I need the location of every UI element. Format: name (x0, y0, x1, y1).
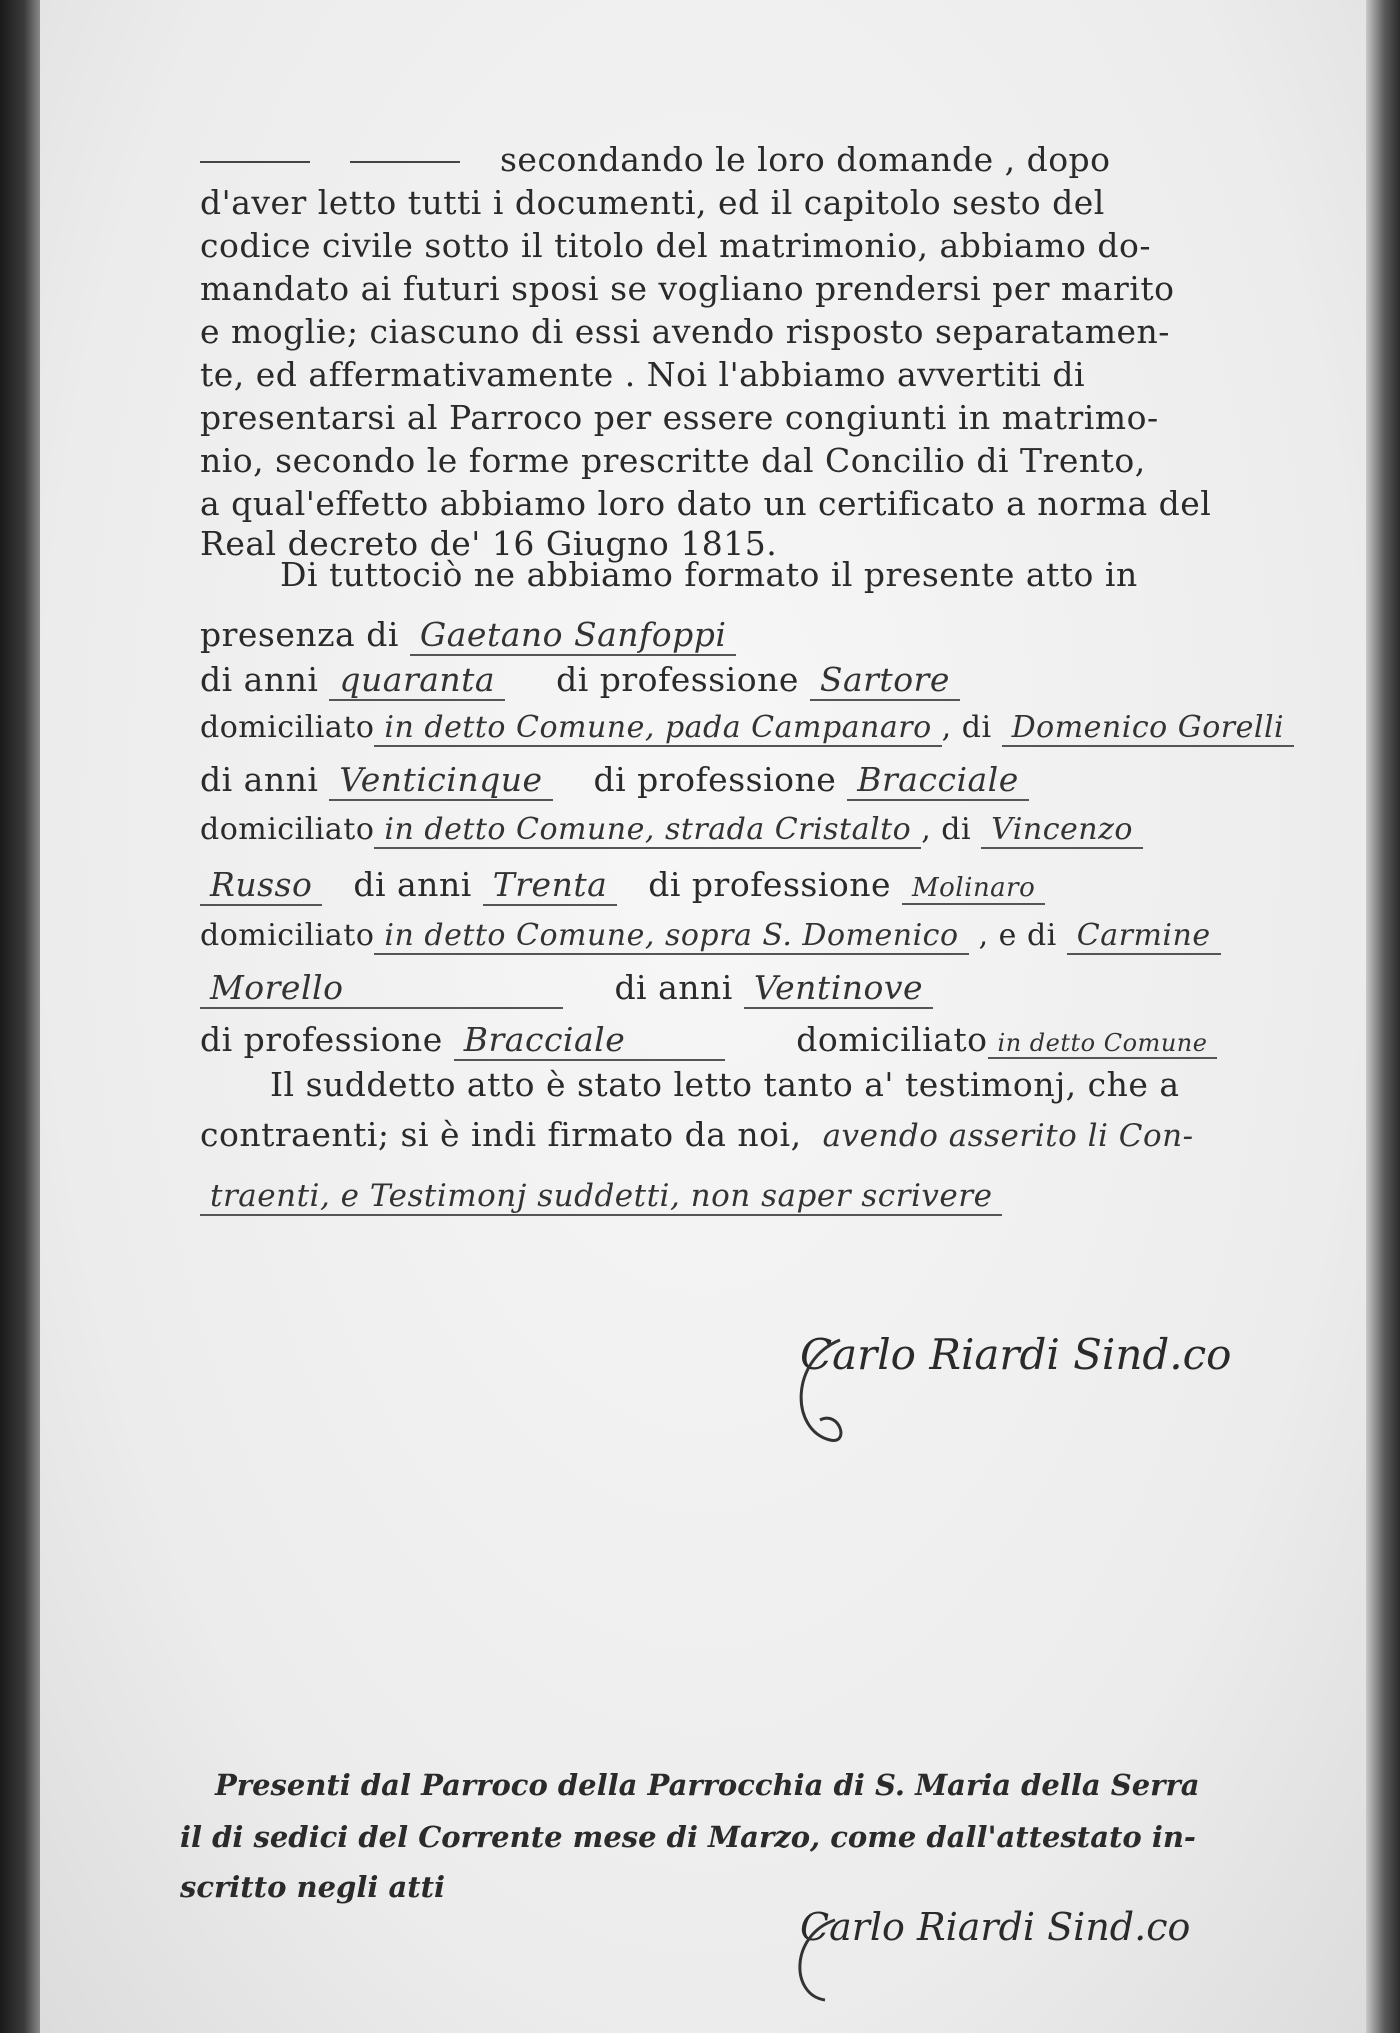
text-line-7: presentarsi al Parroco per essere congiunti in matrimo- (200, 398, 1159, 437)
mayor-signature-1: Carlo Riardi Sind.co (800, 1330, 1232, 1379)
register-page (40, 0, 1366, 2033)
witness-3-domicile-row: domiciliato in detto Comune, sopra S. Domenico , e di Carmine (200, 918, 1160, 953)
text-line-3: codice civile sotto il titolo del matrimonio, abbiamo do- (200, 226, 1151, 265)
witness-2-profession: Bracciale (847, 760, 1028, 801)
book-binding-left (0, 0, 40, 2033)
witness-1-age-row: di anni quaranta di professione Sartore (200, 660, 1160, 699)
text-line-2: d'aver letto tutti i documenti, ed il capitolo sesto del (200, 183, 1105, 222)
witness-3-age: Trenta (483, 865, 618, 906)
witness-4-profession: Bracciale (454, 1020, 725, 1061)
witness-4-age-row: Morello di anni Ventinove (200, 968, 1160, 1007)
witness-3-profession: Molinaro (902, 873, 1045, 905)
marginal-note-line-2: il di sedici del Corrente mese di Marzo, come dall'attestato in- (180, 1820, 1196, 1854)
witness-3-age-row: Russo di anni Trenta di professione Molinaro (200, 865, 1160, 904)
witness-4-domicile: in detto Comune (988, 1029, 1218, 1059)
witness-3-name-b: Russo (200, 865, 322, 906)
witness-2-age-row: di anni Venticinque di professione Bracciale (200, 760, 1160, 799)
witness-2-domicile: in detto Comune, strada Cristalto (374, 812, 921, 849)
closing-line-3 (200, 1175, 1160, 1214)
text-line-10: Real decreto de' 16 Giugno 1815. (200, 524, 778, 563)
witness-2-domicile-row: domiciliato in detto Comune, strada Cristalto , di Vincenzo (200, 812, 1160, 847)
closing-handwritten-1: avendo asserito li Con- (822, 1118, 1194, 1154)
text-line-4: mandato ai futuri sposi se vogliano prendersi per marito (200, 269, 1175, 308)
witness-3-domicile: in detto Comune, sopra S. Domenico (374, 918, 968, 955)
mayor-signature-2: Carlo Riardi Sind.co (800, 1905, 1191, 1949)
witness-1-domicile-row: domiciliato in detto Comune, pada Campanaro , di Domenico Gorelli (200, 710, 1160, 745)
witness-4-name-a: Carmine (1067, 918, 1221, 955)
closing-line-2: contraenti; si è indi firmato da noi, avendo asserito li Con- (200, 1115, 1160, 1154)
text-line-1: secondando le loro domande , dopo (200, 140, 1160, 179)
closing-handwritten-2: traenti, e Testimonj suddetti, non saper scrivere (200, 1178, 1002, 1216)
witness-2-name: Domenico Gorelli (1002, 710, 1295, 747)
text-line-9: a qual'effetto abbiamo loro dato un certificato a norma del (200, 484, 1212, 523)
witness-1-profession: Sartore (810, 660, 960, 701)
signature-flourish-1 (780, 1320, 900, 1460)
witness-3-name-a: Vincenzo (981, 812, 1143, 849)
witness-1-name-row: presenza di Gaetano Sanfoppi (200, 615, 1160, 654)
witness-2-age: Venticinque (329, 760, 552, 801)
closing-line-1: Il suddetto atto è stato letto tanto a' testimonj, che a (270, 1065, 1180, 1104)
blank-line (200, 161, 310, 163)
witness-1-age: quaranta (329, 660, 505, 701)
witness-4-profession-row: di professione Bracciale domiciliato in detto Comune (200, 1020, 1160, 1059)
witness-4-age: Ventinove (744, 968, 933, 1009)
signature-flourish-2 (780, 1905, 890, 2015)
witness-4-name-b: Morello (200, 968, 563, 1009)
text-line-8: nio, secondo le forme prescritte dal Concilio di Trento, (200, 441, 1146, 480)
text-line-5: e moglie; ciascuno di essi avendo risposto separatamen- (200, 312, 1170, 351)
witness-1-domicile: in detto Comune, pada Campanaro (374, 710, 941, 747)
marginal-note-line-1: Presenti dal Parroco della Parrocchia di S. Maria della Serra (215, 1768, 1200, 1802)
witness-1-name: Gaetano Sanfoppi (410, 615, 737, 656)
blank-line (350, 161, 460, 163)
text-line-6: te, ed affermativamente . Noi l'abbiamo avvertiti di (200, 355, 1086, 394)
book-binding-right (1366, 0, 1400, 2033)
marginal-note-line-3: scritto negli atti (180, 1870, 446, 1904)
text-line-11: Di tuttociò ne abbiamo formato il presente atto in (280, 555, 1138, 594)
